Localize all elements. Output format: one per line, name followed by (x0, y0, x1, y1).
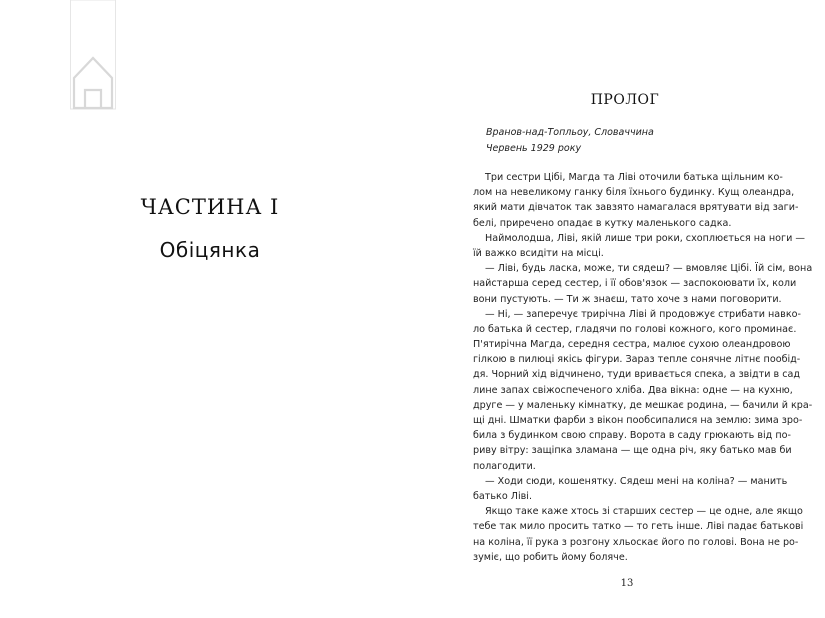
text-line: гілкою в пилюці якісь фігури. Зараз тепле сонячне літнє пообід- (473, 354, 801, 366)
text-line: який мати дівчаток так завзято намагалася врятувати від заги- (473, 202, 799, 214)
text-line: щі дні. Шматки фарби з вікон пообсипалися на землю: зима зро- (473, 415, 803, 426)
text-line: тебе так мило просить татко — то геть інше. Ліві падає батькові (473, 521, 804, 533)
left-page (0, 0, 412, 618)
text-line: ло батька й сестер, гладячи по голові кожного, кого проминає. (473, 323, 797, 335)
part-subtitle: Обіцянка (159, 238, 261, 262)
text-line: Три сестри Цібі, Магда та Ліві оточили батька щільним ко- (485, 172, 783, 183)
text-line: — Ліві, будь ласка, може, ти сядеш? — вмовляє Цібі. Їй сім, вона (485, 263, 813, 275)
text-line: батько Ліві. (473, 490, 533, 502)
text-line: белі, приречено опадає в кутку маленького садка. (473, 217, 732, 229)
text-line: риву вітру: защіпка зламана — ще одна річ, яку батько мав би (473, 445, 792, 457)
text-line: — Ходи сюди, кошенятку. Сядеш мені на коліна? — манить (485, 475, 788, 487)
text-line: найстарша серед сестер, і її обов'язок — заспокоювати їх, коли (473, 278, 797, 290)
text-line: зуміє, що робить йому боляче. (473, 551, 628, 563)
text-line: П'ятирічна Магда, середня сестра, малює сухою олеандровою (473, 339, 791, 351)
text-line: била з будинком свою справу. Ворота в саду грюкають від по- (473, 430, 791, 442)
right-page (412, 0, 825, 618)
text-line: лом на невеликому ганку біля їхнього будинку. Кущ олеандра, (473, 187, 795, 199)
text-line: дя. Чорний хід відчинено, туди вривається спека, а звідти в сад (473, 369, 800, 381)
text-line: Наймолодша, Ліві, якій лише три роки, схоплюється на ноги — (485, 232, 805, 244)
page-number: 13 (620, 578, 634, 589)
home-icon (70, 0, 116, 110)
chapter-title: ПРОЛОГ (590, 92, 660, 108)
text-line: лине запах свіжоспеченого хліба. Два вікна: одне — на кухню, (473, 384, 793, 396)
text-line: їй важко всидіти на місці. (473, 247, 604, 259)
text-line: вони пустують. — Ти ж знаєш, тато хоче з нами поговорити. (473, 293, 782, 305)
text-line: на коліна, її рука з розгону хльоскає його по голові. Вона не ро- (473, 536, 799, 548)
text-line: — Ні, — заперечує трирічна Ліві й продовжує стрибати навко- (485, 308, 801, 320)
place-date-epigraph (486, 125, 786, 157)
place-line: Вранов-над-Топльоу, Словаччина (486, 127, 654, 138)
text-line: друге — у маленьку кімнатку, де мешкає родина, — бачили й кра- (473, 399, 813, 411)
date-line: Червень 1929 року (486, 143, 582, 154)
body-text (473, 170, 813, 565)
text-line: полагодити. (473, 460, 536, 472)
part-title: ЧАСТИНА I (140, 195, 280, 219)
text-line: Якщо таке каже хтось зі старших сестер — це одне, але якщо (485, 506, 803, 518)
